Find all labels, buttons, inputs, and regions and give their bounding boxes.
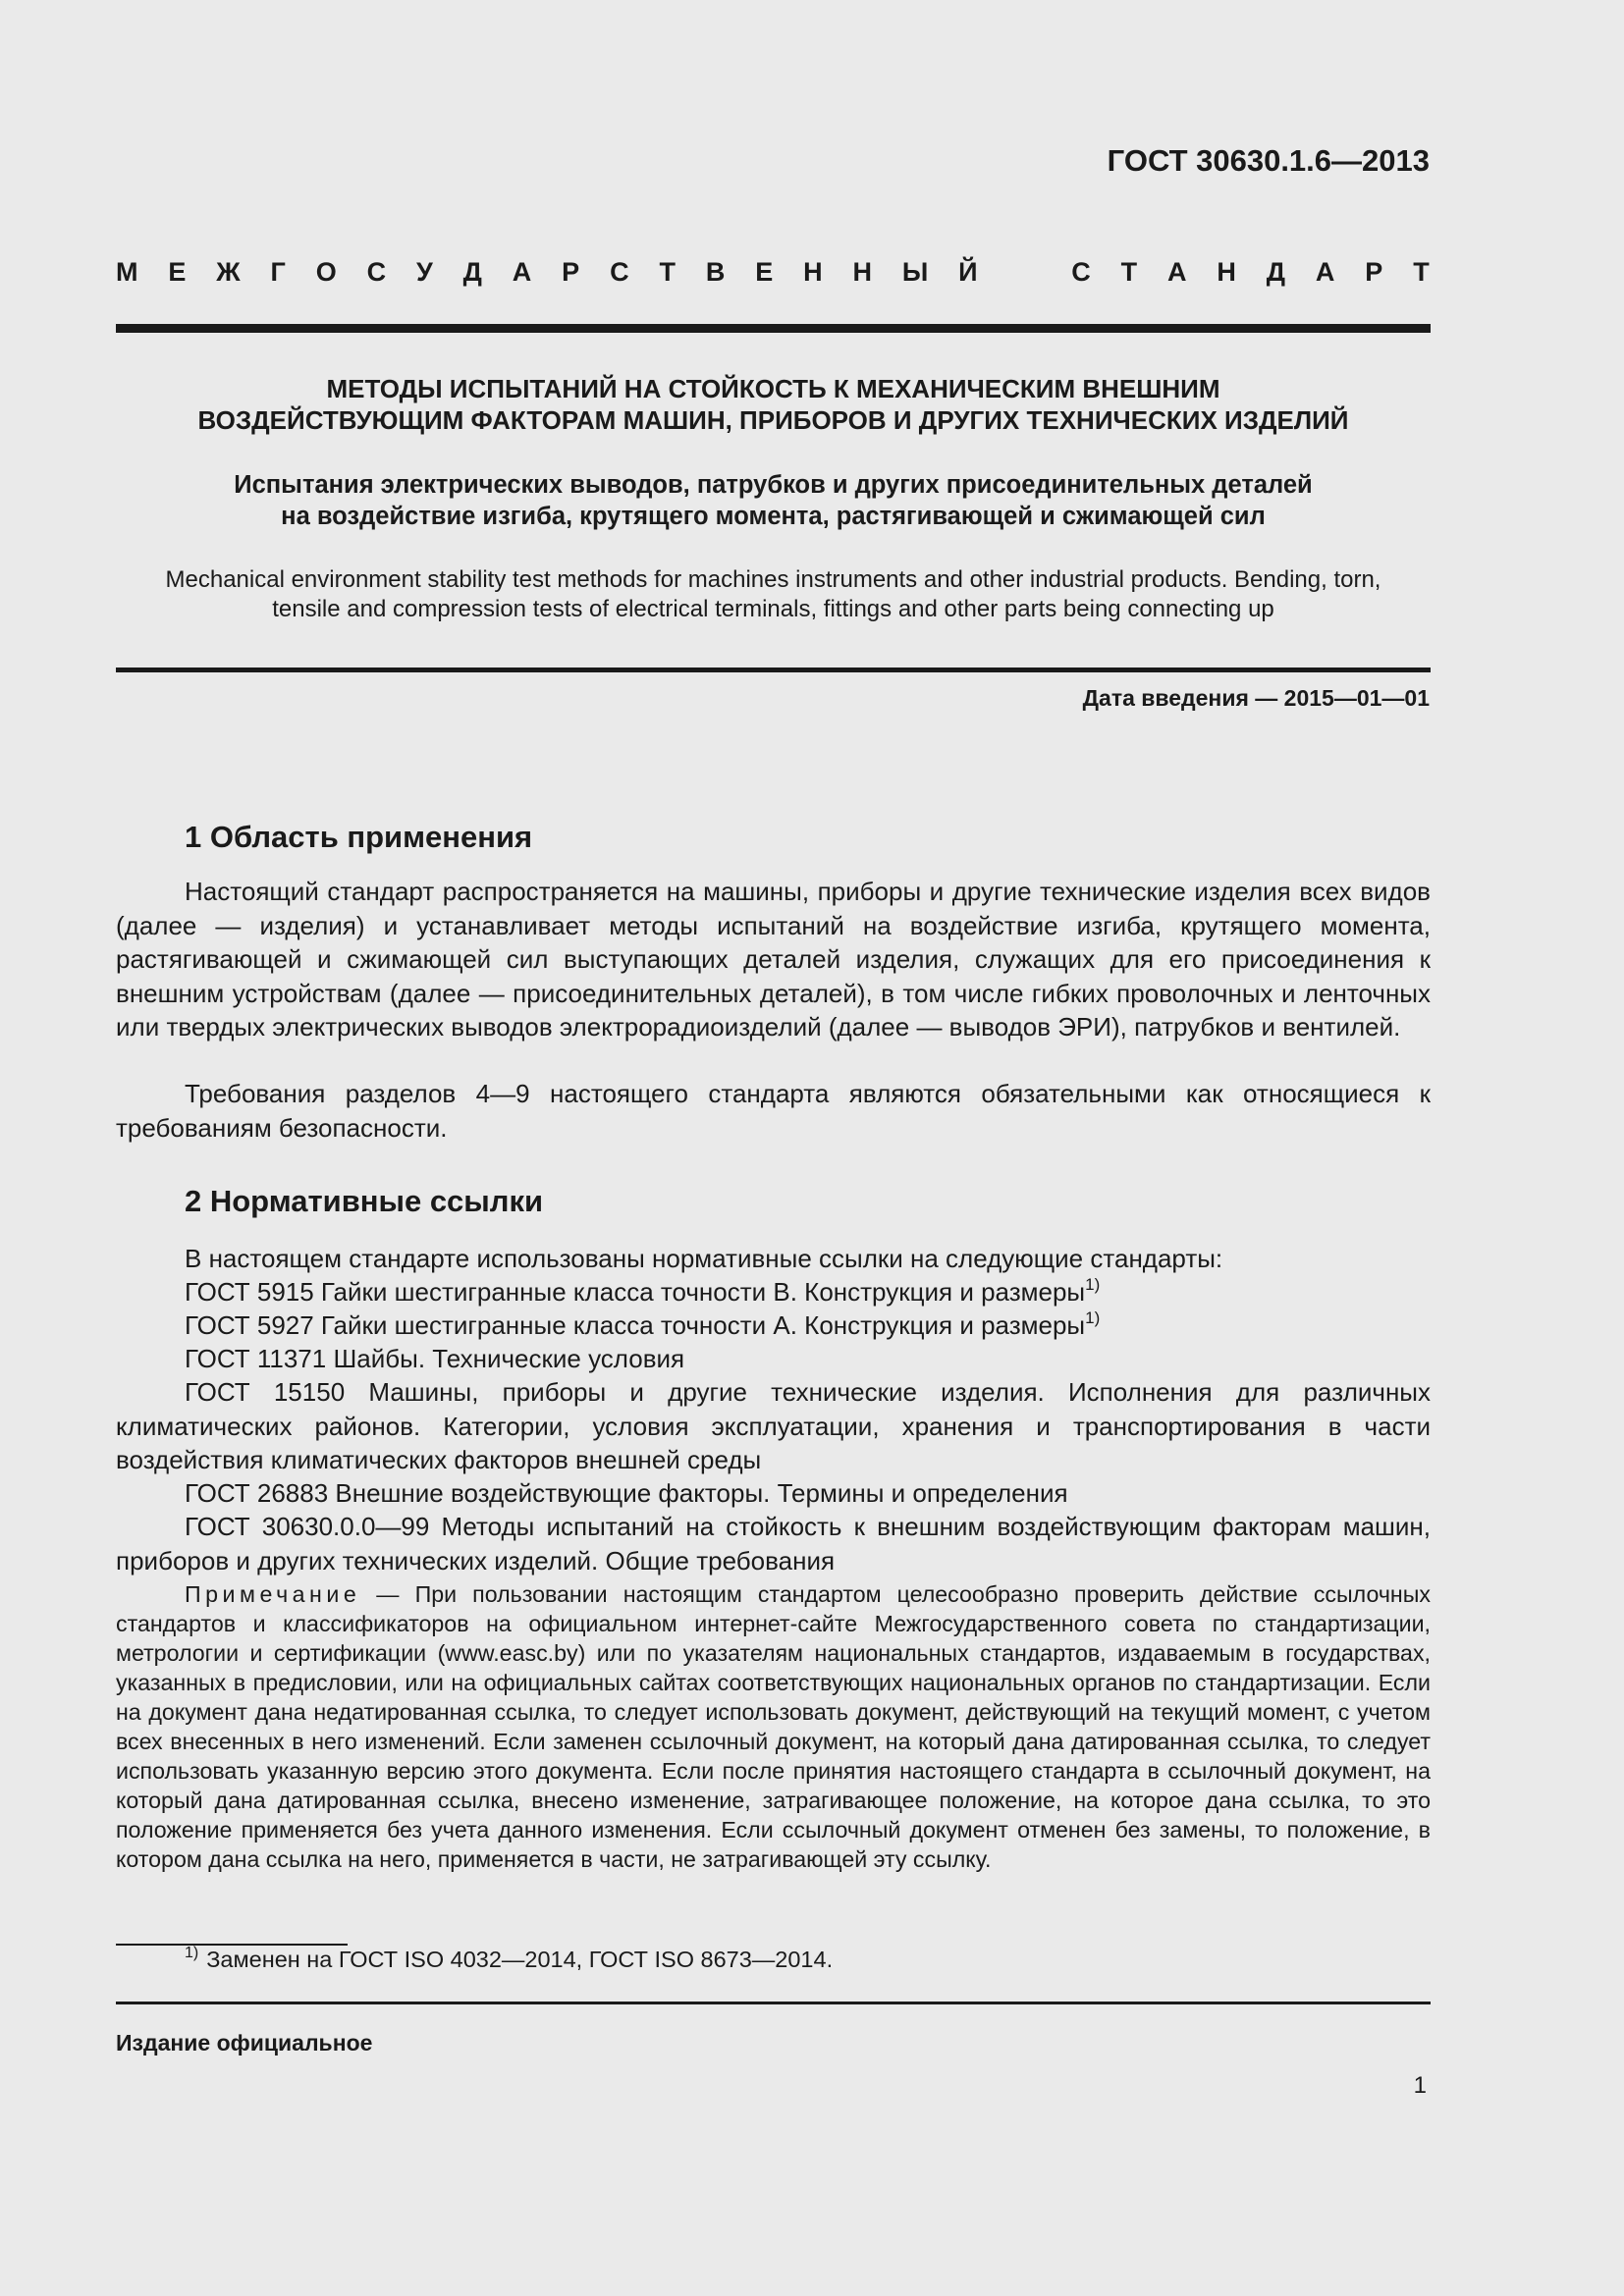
letter: Г: [270, 257, 286, 287]
letter: Р: [1365, 257, 1383, 287]
letter: Ы: [901, 257, 929, 287]
title-line: ВОЗДЕЙСТВУЮЩИМ ФАКТОРАМ МАШИН, ПРИБОРОВ И ДРУГИХ ТЕХНИЧЕСКИХ ИЗДЕЛИЙ: [197, 405, 1349, 435]
letter: Й: [958, 257, 978, 287]
title-divider: [116, 667, 1431, 672]
letter: А: [1315, 257, 1335, 287]
reference-item: [116, 1510, 1431, 1577]
reference-item: ГОСТ 26883 Внешние воздействующие факторы. Термины и определения: [185, 1478, 1068, 1508]
section-2-heading: 2 Нормативные ссылки: [185, 1184, 544, 1218]
reference-text: ГОСТ 15150 Машины, приборы и другие технические изделия. Исполнения для различных климатических районов. Категории, условия эксплуатации, хранения и транспортирования в части воздействия климатических факторов внешней среды: [116, 1377, 1431, 1474]
thick-divider: [116, 324, 1431, 333]
reference-item: ГОСТ 11371 Шайбы. Технические условия: [185, 1344, 685, 1373]
footnote-marker[interactable]: 1): [1085, 1308, 1101, 1327]
letter: Ж: [216, 257, 241, 287]
letter: Н: [852, 257, 872, 287]
letter: А: [512, 257, 532, 287]
reference-text: ГОСТ 5915 Гайки шестигранные класса точности В. Конструкция и размеры: [185, 1277, 1086, 1307]
reference-item: [116, 1375, 1431, 1477]
letter: Н: [1217, 257, 1236, 287]
word-gap: [1007, 257, 1041, 288]
paragraph-text: Настоящий стандарт распространяется на машины, приборы и другие технические изделия всех видов (далее — изделия) и устанавливает методы испытаний на воздействие изгиба, крутящего момента, растягивающей и сжимающей сил выступающих деталей изделия, служащих для его присоединения к внешним устройствам (далее — присоединительных деталей), в том числе гибких проволочных и ленточных или твердых электрических выводов электрорадиоизделий (далее — выводов ЭРИ), патрубков и вентилей.: [116, 877, 1431, 1041]
introduction-date: Дата введения — 2015—01—01: [1082, 685, 1430, 711]
page-number: 1: [1413, 2072, 1427, 2099]
section-1-paragraph-2: [116, 1077, 1431, 1145]
footnote-text: Заменен на ГОСТ ISO 4032—2014, ГОСТ ISO 8673—2014.: [206, 1947, 834, 1972]
standard-type-heading: [116, 257, 1430, 288]
letter: Р: [562, 257, 580, 287]
letter: С: [1071, 257, 1091, 287]
letter: С: [610, 257, 629, 287]
letter: В: [705, 257, 726, 287]
letter: У: [416, 257, 433, 287]
document-subtitle: [116, 469, 1431, 532]
title-line: МЕТОДЫ ИСПЫТАНИЙ НА СТОЙКОСТЬ К МЕХАНИЧЕСКИМ ВНЕШНИМ: [326, 374, 1220, 403]
letter: Д: [1266, 257, 1286, 287]
subtitle-line: Испытания электрических выводов, патрубков и других присоединительных деталей: [234, 471, 1313, 499]
section-1-heading: 1 Область применения: [185, 820, 533, 854]
letter: С: [366, 257, 387, 287]
letter: Е: [168, 257, 187, 287]
paragraph-text: Требования разделов 4—9 настоящего стандарта являются обязательными как относящиеся к требованиям безопасности.: [116, 1079, 1431, 1143]
letter: М: [116, 257, 138, 287]
letter: Е: [755, 257, 774, 287]
footer-divider: [116, 2002, 1431, 2004]
subtitle-line: на воздействие изгиба, крутящего момента, растягивающей и сжимающей сил: [281, 503, 1266, 530]
references-intro: В настоящем стандарте использованы нормативные ссылки на следующие стандарты:: [185, 1244, 1223, 1273]
document-title: [116, 373, 1431, 436]
letter: Т: [1120, 257, 1138, 287]
english-title: [116, 565, 1431, 624]
letter: Н: [803, 257, 823, 287]
footnote-marker[interactable]: 1): [1085, 1275, 1101, 1294]
english-title-line: Mechanical environment stability test methods for machines instruments and other industrial products. Bending, torn,: [165, 566, 1381, 593]
note-dash: —: [360, 1581, 415, 1607]
letter: А: [1167, 257, 1187, 287]
reference-item: [185, 1275, 1100, 1309]
english-title-line: tensile and compression tests of electrical terminals, fittings and other parts being connecting up: [272, 596, 1274, 622]
footnote: [185, 1947, 833, 1973]
section-1-paragraph-1: [116, 875, 1431, 1044]
note-label: Примечание: [185, 1581, 361, 1607]
reference-item: [185, 1308, 1100, 1343]
footnote-mark: 1): [185, 1945, 199, 1961]
letter: Д: [462, 257, 482, 287]
gost-number: ГОСТ 30630.1.6—2013: [1107, 143, 1430, 178]
letter: О: [315, 257, 337, 287]
footnote-divider: [116, 1944, 348, 1946]
note-text: При пользовании настоящим стандартом целесообразно проверить действие ссылочных стандартов и классификаторов на официальном интернет-сайте Межгосударственного совета по стандартизации, метрологии и сертификации (www.easc.by) или по указателям национальных стандартов, издаваемым в государствах, указанных в предисловии, или на официальных сайтах соответствующих национальных органов по стандартизации. Если на документ дана недатированная ссылка, то следует использовать документ, действующий на текущий момент, с учетом всех внесенных в него изменений. Если заменен ссылочный документ, на который дана датированная ссылка, то следует использовать указанную версию этого документа. Если после принятия настоящего стандарта в ссылочный документ, на который дана датированная ссылка, внесено изменение, затрагивающее положение, на которое дана ссылка, то это положение применяется без учета данного изменения. Если ссылочный документ отменен без замены, то положение, в котором дана ссылка на него, применяется в части, не затрагивающей эту ссылку.: [116, 1581, 1431, 1872]
edition-label: Издание официальное: [116, 2030, 373, 2056]
reference-text: ГОСТ 5927 Гайки шестигранные класса точности А. Конструкция и размеры: [185, 1310, 1086, 1340]
note-block: [116, 1579, 1431, 1874]
reference-text: ГОСТ 30630.0.0—99 Методы испытаний на стойкость к внешним воздействующим факторам машин, приборов и других технических изделий. Общие требования: [116, 1512, 1431, 1575]
letter: Т: [1413, 257, 1430, 287]
letter: Т: [659, 257, 676, 287]
